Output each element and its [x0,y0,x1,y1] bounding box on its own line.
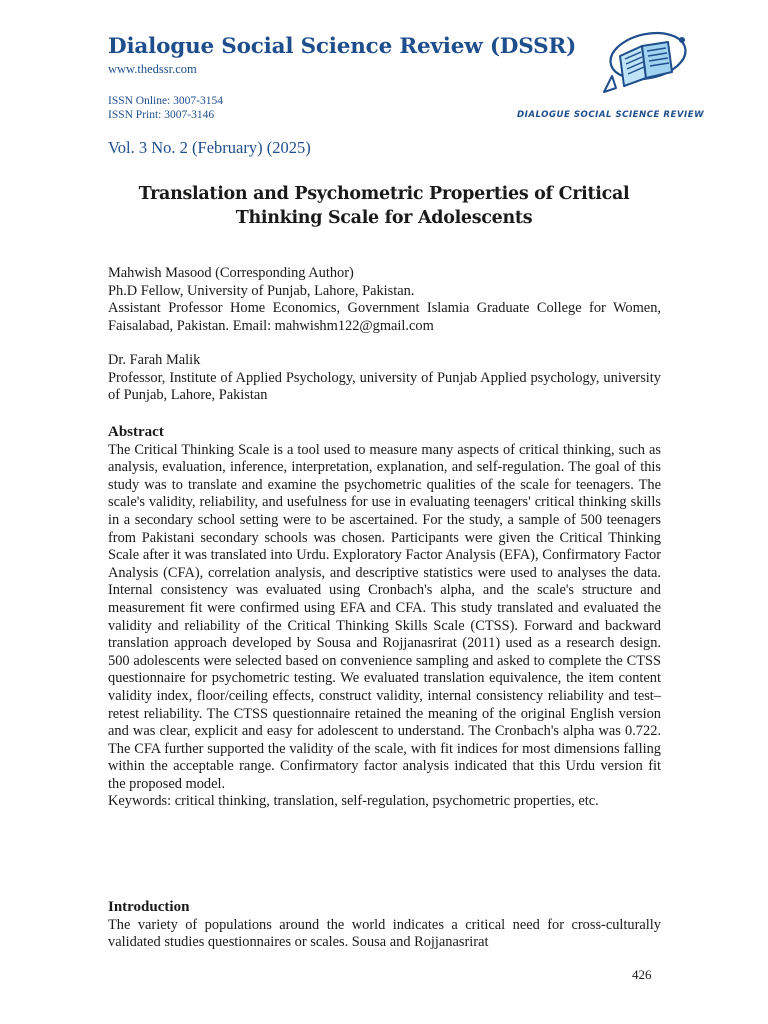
author-block [108,265,661,335]
author-affiliation: Professor, Institute of Applied Psychology, university of Punjab Applied psychology, university of Punjab, Lahore, Pakistan [108,369,661,404]
journal-title: Dialogue Social Science Review (DSSR) [108,34,577,59]
introduction-section [108,899,661,952]
issn-online: ISSN Online: 3007-3154 [108,95,223,107]
journal-url[interactable]: www.thedssr.com [108,62,197,76]
issn-print: ISSN Print: 3007-3146 [108,109,215,121]
introduction-heading: Introduction [108,899,190,915]
keywords: Keywords: critical thinking, translation, self-regulation, psychometric properties, etc. [108,793,599,810]
author-name: Mahwish Masood (Corresponding Author) [108,265,354,281]
volume-issue: Vol. 3 No. 2 (February) (2025) [108,138,311,157]
open-book-globe-icon [590,26,700,98]
author-affiliation: Assistant Professor Home Economics, Government Islamia Graduate College for Women, Faisalabad, Pakistan. Email: mahwishm122@gmail.com [108,300,661,334]
article-title: Translation and Psychometric Properties of Critical Thinking Scale for Adolescents [138,184,630,228]
abstract-heading: Abstract [108,424,164,440]
introduction-body: The variety of populations around the world indicates a critical need for cross-culturally validated studies questionnaires or scales. Sousa and Rojjanasrirat [108,916,661,951]
author-affiliation: Ph.D Fellow, University of Punjab, Lahore, Pakistan. [108,282,415,299]
author-name: Dr. Farah Malik [108,352,201,368]
abstract-body: The Critical Thinking Scale is a tool used to measure many aspects of critical thinking, such as analysis, evaluation, inference, interpretation, explanation, and self-regulation. The goal of this study was to translate and examine the psychometric qualities of the scale for teenagers. The scale's validity, reliability, and usefulness for use in evaluating teenagers' critical thinking skills in a secondary school setting were to be ascertained. For the study, a sample of 500 teenagers from Pakistani secondary schools was chosen. Participants were given the Critical Thinking Scale after it was translated into Urdu. Exploratory Factor Analysis (EFA), Confirmatory Factor Analysis (CFA), correlation analysis, and descriptive statistics were used to analyses the data. Internal consistency was evaluated using Cronbach's alpha, and the scale's structure and measurement fit were confirmed using EFA and CFA. This study translated and evaluated the validity and reliability of the Critical Thinking Skills Scale (CTSS). Forward and backward translation approach developed by Sousa and Rojjanasrirat (2011) used as a research design. 500 adolescents were selected based on convenience sampling and asked to complete the CTSS questionnaire for psychometric testing. We evaluated translation equivalence, the item content validity index, floor/ceiling effects, construct validity, internal consistency reliability and test–retest reliability. The CTSS questionnaire retained the meaning of the original English version and was clear, explicit and easy for adolescent to understand. The Cronbach's alpha was 0.722. The CFA further supported the validity of the scale, with fit indices for most dimensions falling within the acceptable range. Confirmatory factor analysis indicated that this Urdu version fit the proposed model. [108,441,661,792]
journal-header [108,34,748,164]
author-block [108,352,661,405]
page-number: 426 [632,967,652,982]
abstract-section [108,424,661,811]
logo-tagline: DIALOGUE SOCIAL SCIENCE REVIEW [517,110,705,120]
